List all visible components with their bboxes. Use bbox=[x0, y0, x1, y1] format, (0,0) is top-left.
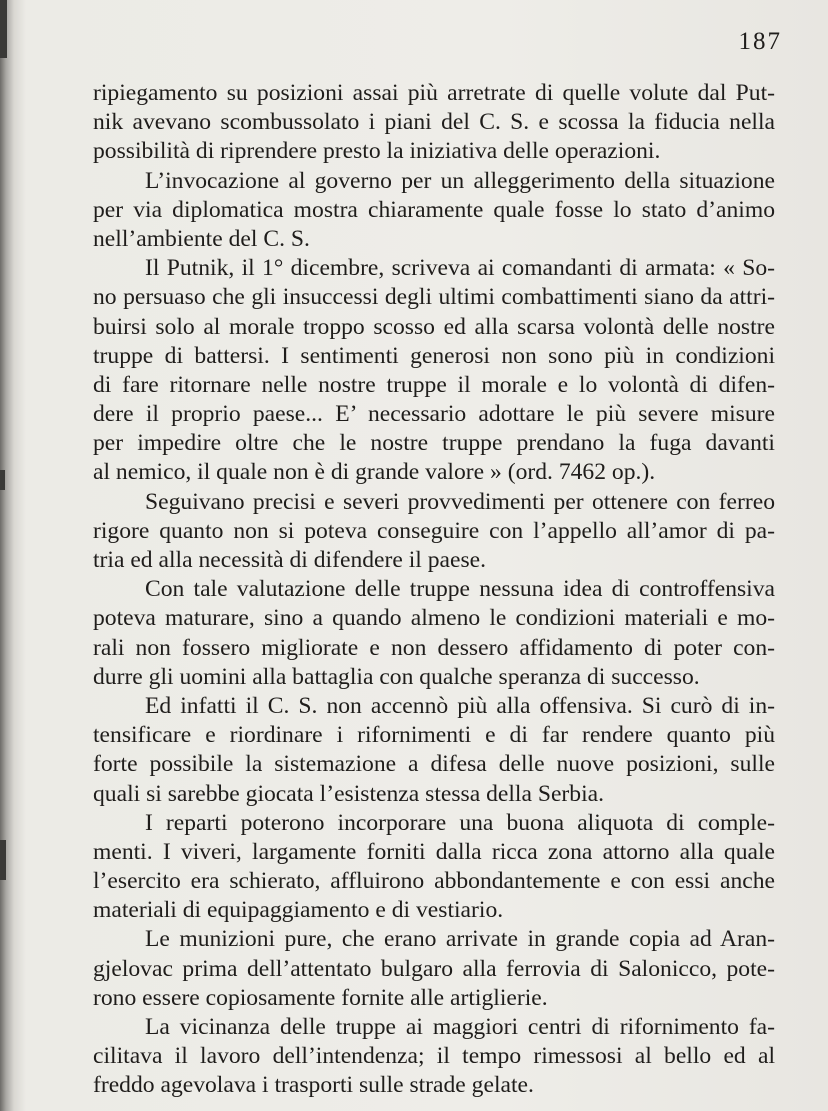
text-line: cilitava il lavoro dell’intendenza; il tempo rimessosi al bello ed al bbox=[93, 1043, 775, 1070]
text-line: materiali di equipaggiamento e di vestiario. bbox=[93, 897, 504, 924]
text-line: Le munizioni pure, che erano arrivate in grande copia ad Aran- bbox=[145, 926, 775, 953]
text-line: poteva maturare, sino a quando almeno le condizioni materiali e mo- bbox=[93, 605, 775, 632]
text-line: tria ed alla necessità di difendere il paese. bbox=[93, 547, 487, 573]
text-line: di fare ritornare nelle nostre truppe il morale e lo volontà di difen- bbox=[93, 371, 775, 398]
text-line: Seguivano precisi e severi provvedimenti per ottenere con ferreo bbox=[145, 488, 775, 515]
text-line: nell’ambiente del C. S. bbox=[93, 225, 310, 252]
text-line: La vicinanza delle truppe ai maggiori centri di rifornimento fa- bbox=[145, 1014, 775, 1040]
body-text bbox=[93, 79, 775, 1101]
text-line: possibilità di riprendere presto la iniziativa delle operazioni. bbox=[93, 138, 661, 165]
text-line: Con tale valutazione delle truppe nessuna idea di controffensiva bbox=[145, 576, 775, 603]
text-line: nik avevano scombussolato i piani del C. S. e scossa la fiducia nella bbox=[93, 109, 775, 136]
text-line: truppe di battersi. I sentimenti generosi non sono più in condizioni bbox=[93, 342, 775, 369]
text-line: per via diplomatica mostra chiaramente quale fosse lo stato d’animo bbox=[93, 196, 775, 223]
text-line: freddo agevolava i trasporti sulle strade gelate. bbox=[93, 1072, 534, 1099]
text-line: I reparti poterono incorporare una buona aliquota di comple- bbox=[145, 809, 775, 836]
text-line: ripiegamento su posizioni assai più arretrate di quelle volute dal Put- bbox=[93, 80, 775, 106]
text-line: rono essere copiosamente fornite alle artiglierie. bbox=[93, 984, 548, 1011]
text-line: l’esercito era schierato, affluirono abbondantemente e con essi anche bbox=[93, 868, 775, 895]
text-line: no persuaso che gli insuccessi degli ultimi combattimenti siano da attri- bbox=[93, 284, 775, 311]
text-line: per impedire oltre che le nostre truppe prendano la fuga davanti bbox=[93, 430, 775, 457]
binding-shadow-top bbox=[0, 0, 7, 58]
binding-shadow-mark bbox=[0, 470, 5, 490]
text-line: dere il proprio paese... E’ necessario adottare le più severe misure bbox=[93, 401, 775, 428]
binding-shadow-bottom bbox=[0, 840, 6, 880]
text-line: Ed infatti il C. S. non accennò più alla offensiva. Si curò di in- bbox=[145, 692, 775, 719]
text-line: L’invocazione al governo per un alleggerimento della situazione bbox=[145, 167, 775, 194]
text-line: Il Putnik, il 1° dicembre, scriveva ai comandanti di armata: « So- bbox=[145, 255, 775, 282]
text-line: durre gli uomini alla battaglia con qualche speranza di successo. bbox=[93, 663, 700, 690]
text-line: buirsi solo al morale troppo scosso ed alla scarsa volontà delle nostre bbox=[93, 313, 775, 340]
text-line: forte possibile la sistemazione a difesa delle nuove posizioni, sulle bbox=[93, 751, 775, 778]
text-line: rigore quanto non si poteva conseguire con l’appello all’amor di pa- bbox=[93, 517, 775, 544]
text-line: menti. I viveri, largamente forniti dalla ricca zona attorno alla quale bbox=[93, 838, 775, 865]
text-line: al nemico, il quale non è di grande valore » (ord. 7462 op.). bbox=[93, 459, 656, 486]
text-line: tensificare e riordinare i rifornimenti e di far rendere quanto più bbox=[93, 722, 775, 749]
page-number: 187 bbox=[738, 28, 782, 55]
text-line: quali si sarebbe giocata l’esistenza stessa della Serbia. bbox=[93, 780, 605, 807]
text-line: gjelovac prima dell’attentato bulgaro alla ferrovia di Salonicco, pote- bbox=[93, 955, 775, 982]
text-line: rali non fossero migliorate e non dessero affidamento di poter con- bbox=[93, 634, 775, 661]
